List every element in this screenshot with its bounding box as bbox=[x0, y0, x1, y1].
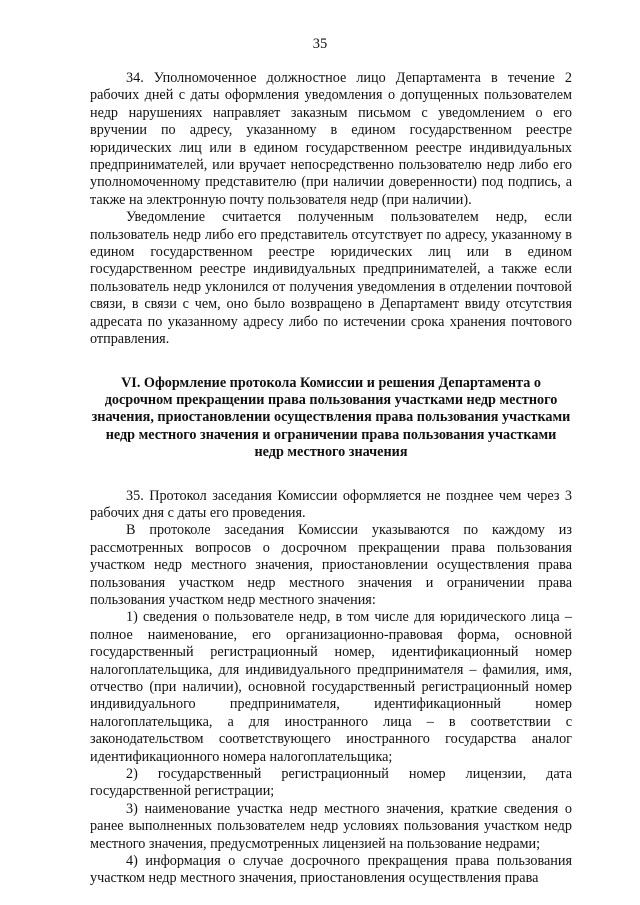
list-item-4: 4) информация о случае досрочного прекращения права пользования участком недр местного значения, приостановления осуществления права bbox=[90, 853, 572, 887]
list-item-2: 2) государственный регистрационный номер лицензии, дата государственной регистрации; bbox=[90, 766, 572, 800]
paragraph-34: 34. Уполномоченное должностное лицо Департамента в течение 2 рабочих дней с даты оформления уведомления о допущенных пользователем недр нарушениях направляет заказным письмом с уведомлением о его вручении по адресу, указанному в едином государственном реестре юридических лиц или в едином государственном реестре индивидуальных предпринимателей, или вручает непосредственно пользователю недр либо его уполномоченному представителю (при наличии доверенности) под подпись, а также на электронную почту пользователя недр (при наличии). bbox=[90, 70, 572, 208]
paragraph-protocol-contents: В протоколе заседания Комиссии указываются по каждому из рассмотренных вопросов о досрочном прекращении права пользования участком недр местного значения, приостановлении осуществления права пользования участком недр местного значения и ограничении права пользования участком недр местного значения: bbox=[90, 522, 572, 608]
page-number: 35 bbox=[312, 36, 328, 52]
list-item-1: 1) сведения о пользователе недр, в том числе для юридического лица – полное наименование, его организационно-правовая форма, основной государственный регистрационный номер, идентификационный номер налогоплательщика, для индивидуального предпринимателя – фамилия, имя, отчество (при наличии), основной государственный регистрационный номер индивидуального предпринимателя, идентификационный номер налогоплательщика, а для иностранного лица – в соответствии с законодательством соответствующего иностранного государства аналог идентификационного номера налогоплательщика; bbox=[90, 609, 572, 765]
section-heading: VI. Оформление протокола Комиссии и решения Департамента о досрочном прекращении права пользования участками недр местного значения, приостановлении осуществления права пользования участками недр местного значения и ограничении права пользования участками недр местного значения bbox=[91, 374, 571, 461]
paragraph-35: 35. Протокол заседания Комиссии оформляется не позднее чем через 3 рабочих дня с даты его проведения. bbox=[90, 487, 572, 521]
list-item-3: 3) наименование участка недр местного значения, краткие сведения о ранее выполненных пользователем недр условиях пользования участком недр местного значения, предусмотренных лицензией на пользование недрами; bbox=[90, 800, 572, 852]
paragraph-notice-received: Уведомление считается полученным пользователем недр, если пользователь недр либо его представитель отсутствует по адресу, указанному в едином государственном реестре юридических лиц или в едином государственном реестре индивидуальных предпринимателей, а также если пользователь недр уклонился от получения уведомления в отделении почтовой связи, в связи с чем, оно было возвращено в Департамент ввиду отсутствия адресата по указанному адресу либо по истечении срока хранения почтового отправления. bbox=[90, 209, 572, 348]
document-body bbox=[90, 70, 572, 888]
